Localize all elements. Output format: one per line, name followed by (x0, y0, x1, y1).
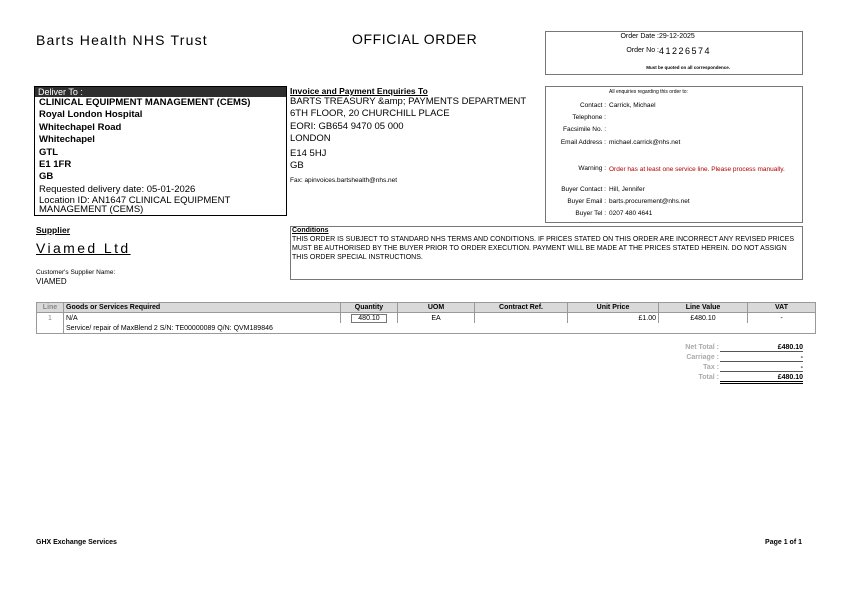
buyer-tel-value: 0207 480 4641 (609, 210, 653, 217)
order-date-label: Order Date : (620, 33, 659, 40)
buyer-tel-label: Buyer Tel : (575, 210, 606, 217)
telephone-label: Telephone : (572, 114, 606, 121)
deliver-line: CLINICAL EQUIPMENT MANAGEMENT (CEMS) (39, 97, 251, 108)
deliver-line: Whitechapel (39, 134, 95, 146)
fax-label: Facsimile No. : (563, 126, 606, 133)
net-total-label: Net Total : (685, 344, 719, 351)
deliver-line: E1 1FR (39, 159, 72, 171)
page-number: Page 1 of 1 (765, 539, 802, 546)
order-note: Must be quoted on all correspondence. (646, 65, 730, 70)
total-value: £480.10 (720, 374, 803, 384)
total-label: Total : (698, 374, 719, 381)
conditions-text: THIS ORDER IS SUBJECT TO STANDARD NHS TERMS AND CONDITIONS. IF PRICES STATED ON THIS ORDER ARE INCORRECT ANY REVISED PRICES MUST BE AUTHORISED BY THE BUYER PRIOR TO ORDER EXECUTION. PAYMENT WILL BE MADE AT THE PRICES STATED HEREIN. DO NOT ASSIGN THIS ORDER SPECIAL INSTRUCTIONS. (292, 236, 795, 261)
col-header-line: Line (37, 303, 64, 313)
col-header-goods: Goods or Services Required (64, 303, 341, 313)
deliver-line: Royal London Hospital (39, 109, 143, 121)
customer-supplier-name-label: Customer's Supplier Name: (36, 269, 116, 276)
supplier-name: Viamed Ltd (36, 240, 131, 256)
order-lines-table (36, 302, 816, 334)
contact-note: All enquiries regarding this order to: (609, 89, 688, 95)
goods-cell: N/A (64, 313, 341, 324)
invoice-line: 6TH FLOOR, 20 CHURCHILL PLACE (290, 108, 450, 120)
invoice-line: GB (290, 160, 304, 172)
carriage-value: - (720, 354, 803, 362)
buyer-email-label: Buyer Email : (567, 198, 606, 205)
email-label: Email Address : (560, 139, 606, 146)
uom-cell: EA (398, 313, 475, 324)
invoice-line: BARTS TREASURY &amp; PAYMENTS DEPARTMENT (290, 96, 527, 107)
line-value-cell: £480.10 (659, 313, 748, 324)
tax-value: - (720, 364, 803, 372)
supplier-label: Supplier (36, 225, 71, 235)
col-header-uom: UOM (398, 303, 475, 313)
invoice-line: E14 5HJ (290, 147, 327, 159)
deliver-to-heading: Deliver To : (35, 87, 286, 97)
invoice-title: Invoice and Payment Enquiries To (290, 86, 428, 96)
conditions-title: Conditions (292, 227, 329, 234)
warning-text: Order has at least one service line. Please process manually. (609, 166, 785, 173)
carriage-label: Carriage : (686, 354, 719, 361)
location-id: Location ID: AN1647 CLINICAL EQUIPMENT MANAGEMENT (CEMS) (39, 195, 231, 216)
trust-name: Barts Health NHS Trust (36, 32, 208, 48)
invoice-fax: Fax: apinvoices.bartshealth@nhs.net (290, 177, 398, 184)
col-header-unit-price: Unit Price (568, 303, 659, 313)
footer-provider: GHX Exchange Services (36, 539, 117, 546)
document-title: OFFICIAL ORDER (352, 31, 478, 47)
vat-cell: - (748, 313, 816, 324)
line-description: Service/ repair of MaxBlend 2 S/N: TE00000089 Q/N: QVM189846 (64, 323, 816, 334)
invoice-line: LONDON (290, 133, 331, 145)
warning-label: Warning : (578, 165, 606, 172)
contract-cell (475, 313, 568, 324)
buyer-contact-label: Buyer Contact : (561, 186, 606, 193)
unit-price-cell: £1.00 (568, 313, 659, 324)
deliver-line: GTL (39, 146, 58, 158)
contact-label: Contact : (579, 102, 606, 109)
order-info-box (545, 31, 803, 75)
deliver-line: Whitechapel Road (39, 121, 122, 133)
order-no-label: Order No : (626, 47, 659, 54)
table-row-description (37, 323, 816, 334)
contact-value: Carrick, Michael (609, 102, 656, 109)
contact-box (545, 86, 803, 223)
net-total-value: £480.10 (720, 344, 803, 352)
line-number: 1 (37, 313, 64, 324)
requested-delivery-date: Requested delivery date: 05-01-2026 (39, 183, 196, 195)
customer-supplier-name: VIAMED (36, 277, 67, 286)
col-header-line-value: Line Value (659, 303, 748, 313)
totals-block (640, 344, 805, 384)
table-row (37, 313, 816, 324)
deliver-line: GB (39, 171, 54, 183)
col-header-contract: Contract Ref. (475, 303, 568, 313)
order-date-value: 29-12-2025 (659, 33, 695, 40)
deliver-to-box (34, 86, 287, 216)
buyer-email-value: barts.procurement@nhs.net (609, 198, 690, 205)
quantity-value: 480.10 (351, 314, 386, 323)
deliver-address (35, 97, 286, 214)
invoice-line: EORI: GB654 9470 05 000 (290, 120, 404, 132)
empty-cell (37, 323, 64, 334)
invoice-enquiries (290, 86, 545, 214)
col-header-quantity: Quantity (341, 303, 398, 313)
buyer-contact-value: Hill, Jennifer (609, 186, 645, 193)
quantity-cell (341, 313, 398, 324)
col-header-vat: VAT (748, 303, 816, 313)
email-value: michael.carrick@nhs.net (609, 139, 681, 146)
order-no-value: 41226574 (659, 46, 712, 56)
table-header-row (37, 303, 816, 313)
conditions-box (290, 226, 803, 280)
tax-label: Tax : (703, 364, 719, 371)
